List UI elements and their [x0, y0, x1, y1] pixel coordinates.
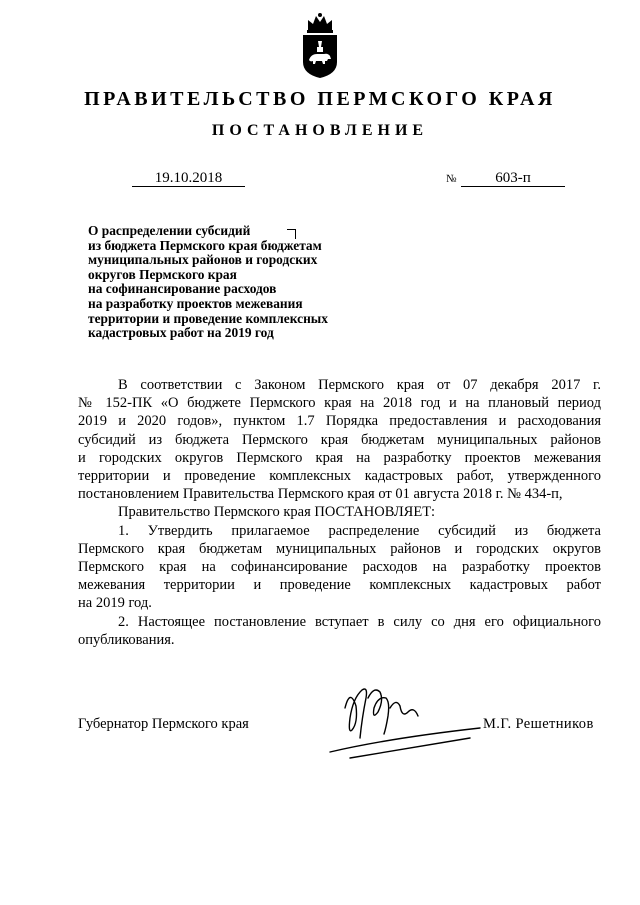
body-line: Правительство Пермского края ПОСТАНОВЛЯЕТ:: [118, 504, 436, 521]
subject-line: муниципальных районов и городских: [88, 252, 318, 268]
body-line: 2. Настоящее постановление вступает в силу со дня его официального: [118, 613, 601, 630]
body-line: субсидий из бюджета Пермского края бюджетам муниципальных районов: [78, 431, 601, 448]
number-sign: №: [446, 173, 457, 185]
handwritten-signature-icon: [290, 668, 490, 768]
subject-line: из бюджета Пермского края бюджетам: [88, 237, 322, 253]
body-line: постановлением Правительства Пермского края от 01 августа 2018 г. № 434-п,: [78, 486, 563, 503]
document-number: 603-п: [461, 170, 565, 187]
body-line: территории и проведение комплексных кадастровых работ, утвержденного: [78, 468, 601, 485]
subject-line: О распределении субсидий: [88, 223, 251, 238]
signer-name: М.Г. Решетников: [483, 716, 594, 732]
subject-line: территории и проведение комплексных: [88, 310, 328, 326]
body-line: В соответствии с Законом Пермского края от 07 декабря 2017 г.: [118, 377, 601, 393]
body-line: 1. Утвердить прилагаемое распределение субсидий из бюджета: [118, 522, 601, 539]
document-subject: [88, 224, 398, 341]
body-line: на 2019 год.: [78, 595, 152, 612]
signer-position: Губернатор Пермского края: [78, 716, 249, 732]
subject-corner-mark: [287, 229, 296, 239]
body-line: и городских округов Пермского края на разработку проектов межевания: [78, 449, 601, 466]
document-date: 19.10.2018: [132, 170, 245, 187]
coat-of-arms-icon: [300, 12, 340, 78]
document-type-title: ПОСТАНОВЛЕНИЕ: [211, 122, 429, 139]
subject-line: на софинансирование расходов: [88, 281, 277, 297]
subject-line: кадастровых работ на 2019 год: [88, 325, 274, 341]
subject-line: на разработку проектов межевания: [88, 295, 303, 311]
body-line: 2019 и 2020 годов», пунктом 1.7 Порядка предоставления и расходования: [78, 413, 601, 430]
body-line: опубликования.: [78, 631, 175, 648]
body-line: № 152-ПК «О бюджете Пермского края на 2018 год и на плановый период: [78, 395, 601, 412]
organization-title: ПРАВИТЕЛЬСТВО ПЕРМСКОГО КРАЯ: [84, 88, 556, 110]
subject-line: округов Пермского края: [88, 266, 237, 282]
body-line: межевания территории и проведение комплексных кадастровых работ: [78, 577, 601, 594]
body-line: Пермского края на софинансирование расходов на разработку проектов: [78, 559, 601, 576]
document-body: [78, 376, 601, 649]
body-line: Пермского края бюджетам муниципальных районов и городских округов: [78, 540, 601, 557]
